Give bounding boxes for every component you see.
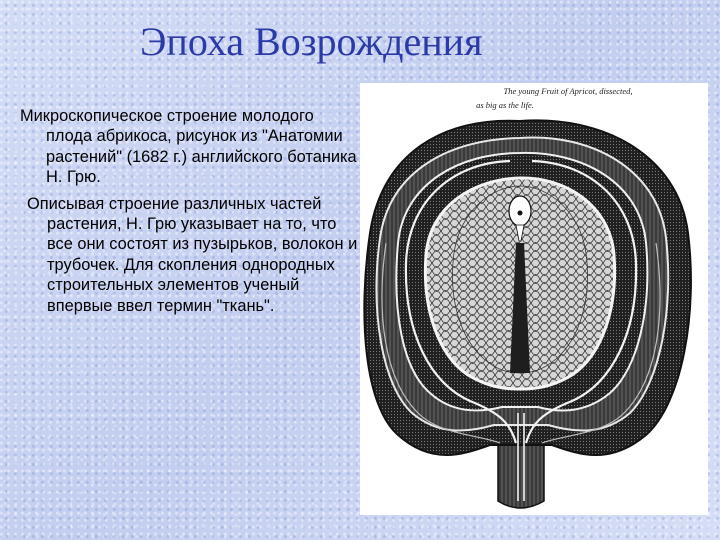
apricot-fruit-illustration	[360, 83, 708, 515]
description-text	[20, 106, 360, 322]
paragraph-tissue-term: Описывая строение различных частей растения, Н. Грю указывает на то, что все они состоят из пузырьков, волокон и трубочек. Для скопления однородных строительных элементов ученый впервые ввел термин "ткань".	[27, 194, 358, 315]
illustration-caption-line2: as big as the life.	[476, 100, 534, 110]
illustration-caption-line1: The young Fruit of Apricot, dissected,	[503, 86, 633, 96]
embryo-dot	[518, 211, 523, 216]
fruit-stalk	[498, 443, 544, 508]
fruit-drawing	[364, 120, 691, 508]
slide-title: Эпоха Возрождения	[140, 19, 483, 64]
paragraph-illustration-description: Микроскопическое строение молодого плода абрикоса, рисунок из "Анатомии растений" (1682 г.) английского ботаника Н. Грю.	[20, 107, 357, 187]
